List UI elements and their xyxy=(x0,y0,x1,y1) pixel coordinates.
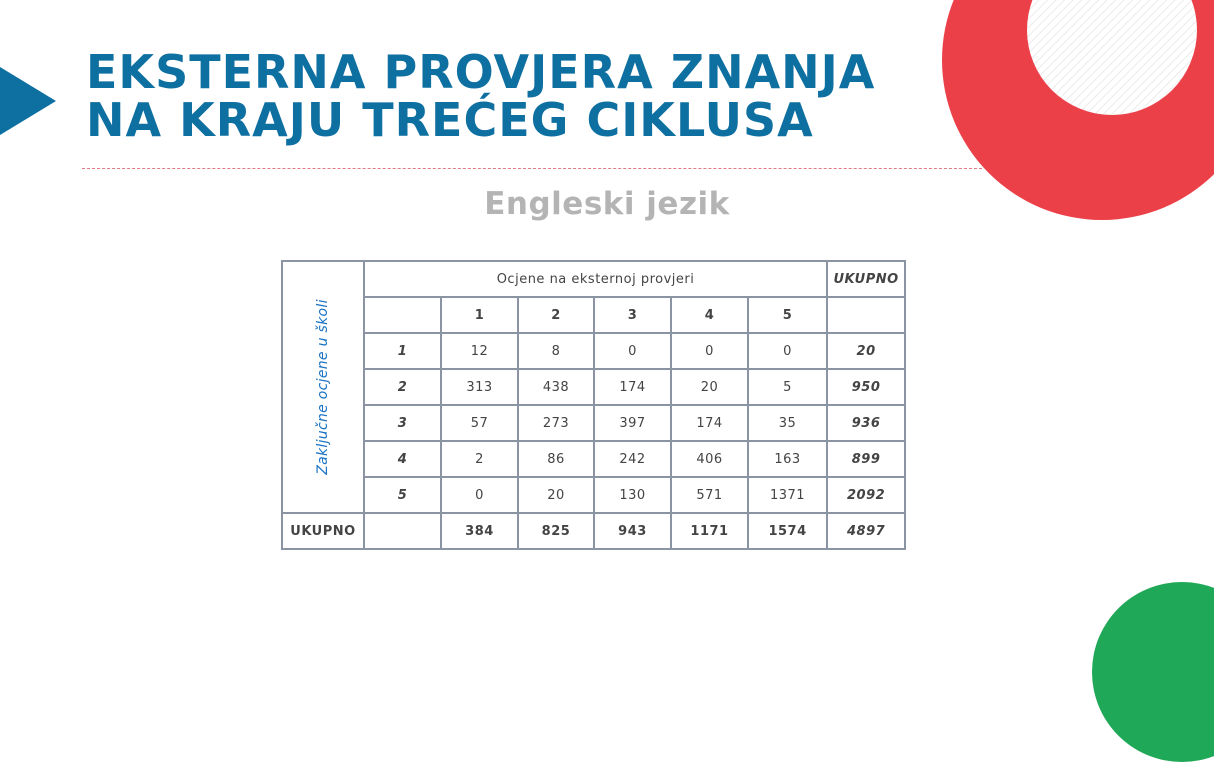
row-label: 1 xyxy=(364,333,441,369)
row-total: 2092 xyxy=(827,477,905,513)
row-total: 20 xyxy=(827,333,905,369)
table-cell: 174 xyxy=(594,369,671,405)
table-cell: 242 xyxy=(594,441,671,477)
triangle-marker-icon xyxy=(0,67,56,135)
column-number-row xyxy=(282,297,905,333)
table-cell: 397 xyxy=(594,405,671,441)
row-label: 3 xyxy=(364,405,441,441)
row-axis-label: Zaključne ocjene u školi xyxy=(315,299,331,475)
total-column-header: UKUPNO xyxy=(827,261,905,297)
table-row xyxy=(282,477,905,513)
table-cell: 0 xyxy=(441,477,518,513)
column-header: 4 xyxy=(671,297,748,333)
column-total: 1574 xyxy=(748,513,827,549)
table-row xyxy=(282,441,905,477)
row-label: 2 xyxy=(364,369,441,405)
column-total: 825 xyxy=(518,513,594,549)
column-header: 2 xyxy=(518,297,594,333)
table-cell: 130 xyxy=(594,477,671,513)
table-cell: 2 xyxy=(441,441,518,477)
table-cell: 20 xyxy=(671,369,748,405)
table-cell: 0 xyxy=(594,333,671,369)
column-header: 5 xyxy=(748,297,827,333)
empty-total-cell xyxy=(827,297,905,333)
table-cell: 5 xyxy=(748,369,827,405)
table-cell: 571 xyxy=(671,477,748,513)
totals-row xyxy=(282,513,905,549)
table-cell: 1371 xyxy=(748,477,827,513)
table-cell: 0 xyxy=(748,333,827,369)
table-cell: 273 xyxy=(518,405,594,441)
row-total: 950 xyxy=(827,369,905,405)
column-header: 3 xyxy=(594,297,671,333)
table-cell: 163 xyxy=(748,441,827,477)
column-total: 943 xyxy=(594,513,671,549)
table-cell: 57 xyxy=(441,405,518,441)
title-divider xyxy=(82,168,982,169)
table-cell: 438 xyxy=(518,369,594,405)
table-cell: 12 xyxy=(441,333,518,369)
table-cell: 20 xyxy=(518,477,594,513)
slide-title xyxy=(86,45,876,147)
table-row xyxy=(282,333,905,369)
table-cell: 174 xyxy=(671,405,748,441)
row-axis-cell xyxy=(282,261,364,513)
green-circle-decoration xyxy=(1092,582,1214,762)
column-header: 1 xyxy=(441,297,518,333)
table-header-row xyxy=(282,261,905,297)
table-cell: 0 xyxy=(671,333,748,369)
table-row xyxy=(282,405,905,441)
table-cell: 86 xyxy=(518,441,594,477)
empty-footer-cell xyxy=(364,513,441,549)
row-label: 4 xyxy=(364,441,441,477)
column-total: 384 xyxy=(441,513,518,549)
table-cell: 313 xyxy=(441,369,518,405)
slide-subtitle: Engleski jezik xyxy=(484,186,730,222)
row-label: 5 xyxy=(364,477,441,513)
table-cell: 35 xyxy=(748,405,827,441)
grades-crosstab-table xyxy=(281,260,906,550)
table-cell: 406 xyxy=(671,441,748,477)
table-cell: 8 xyxy=(518,333,594,369)
column-total: 1171 xyxy=(671,513,748,549)
title-line-1: EKSTERNA PROVJERA ZNANJA xyxy=(86,45,876,99)
title-line-2: NA KRAJU TREĆEG CIKLUSA xyxy=(86,93,814,147)
grand-total: 4897 xyxy=(827,513,905,549)
row-total: 899 xyxy=(827,441,905,477)
totals-row-label: UKUPNO xyxy=(282,513,364,549)
row-total: 936 xyxy=(827,405,905,441)
column-group-header: Ocjene na eksternoj provjeri xyxy=(364,261,827,297)
table-row xyxy=(282,369,905,405)
empty-corner-cell xyxy=(364,297,441,333)
